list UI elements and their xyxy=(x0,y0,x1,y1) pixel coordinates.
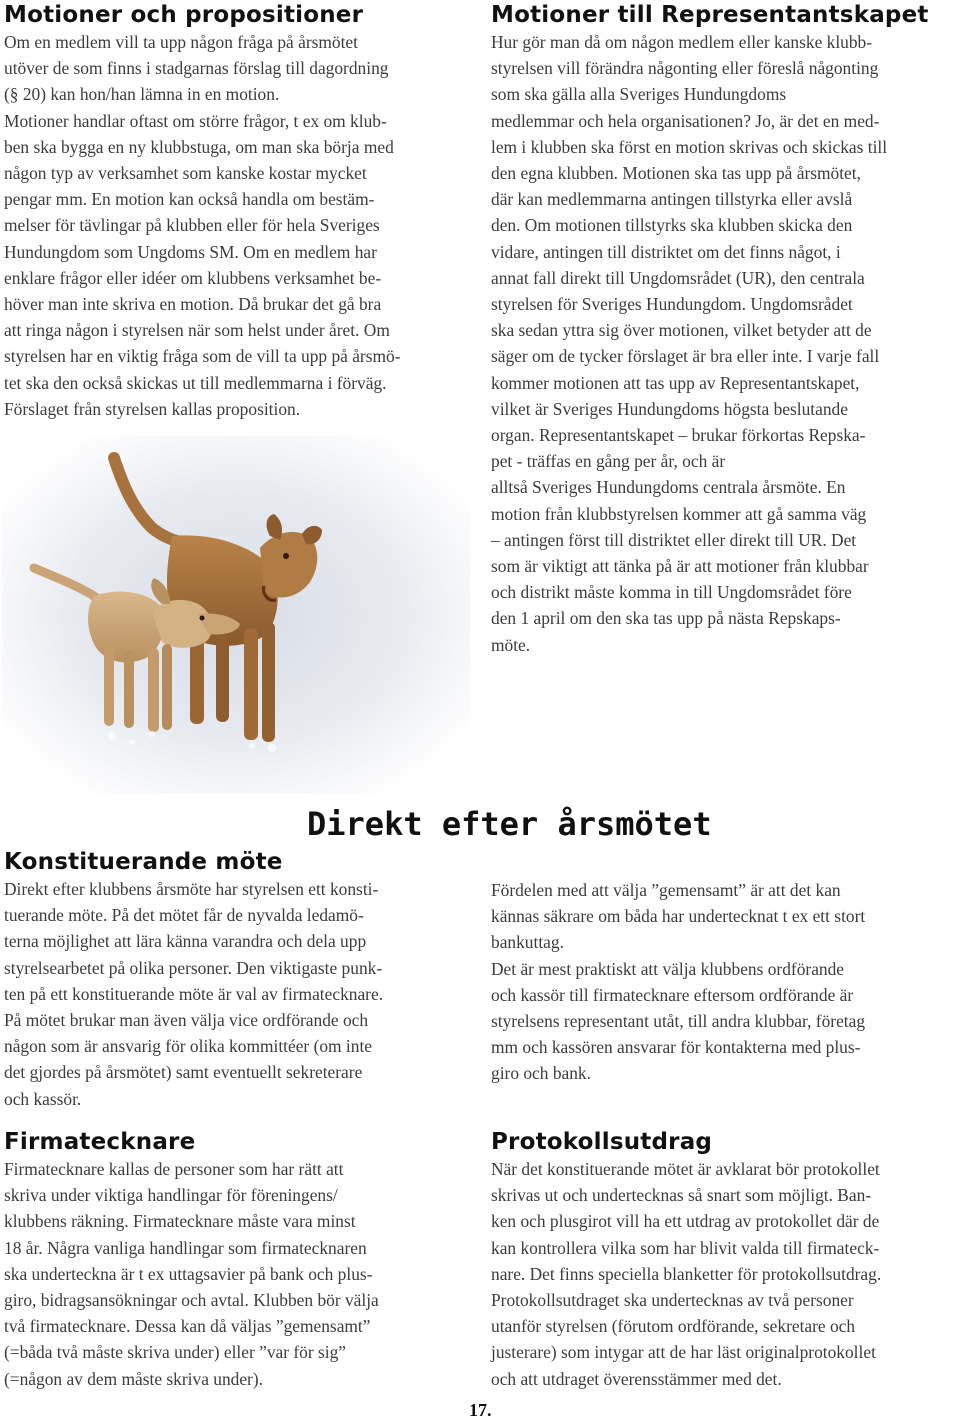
motioner-section xyxy=(4,1,466,422)
fordelen-body: Fördelen med att välja ”gemensamt” är att det kan kännas säkrare om båda har undertecknat t ex ett stort bankuttag. Det är mest praktiskt att välja klubbens ordförande och kassör till firmatecknare eftersom ordförande är styrelsens representant utåt, till andra klubbar, företag mm och kassören ansvarar för kontakterna med plus- giro och bank. xyxy=(491,880,866,1084)
protokollsutdrag-heading: Protokollsutdrag xyxy=(491,1129,713,1155)
firmatecknare-section xyxy=(4,1128,466,1392)
representantskapet-section xyxy=(491,1,953,658)
protokollsutdrag-body: När det konstituerande mötet är avklarat bör protokollet skrivas ut och undertecknas så snart som möjligt. Ban- ken och plusgirot vill ha ett utdrag av protokollet där de kan kontrollera vilka som har blivit valda till firmateck- nare. Det finns speciella blanketter för protokollsutdrag. Protokollsutdraget ska undertecknas av två personer utanför styrelsen (förutom ordförande, sekretare och justerare) som intygar att de har läst originalprotokollet och att utdraget överensstämmer med det. xyxy=(491,1159,882,1389)
protokollsutdrag-section xyxy=(491,1128,953,1392)
section-title: Direkt efter årsmötet xyxy=(307,805,712,843)
representantskapet-heading: Motioner till Representantskapet xyxy=(491,2,929,28)
firmatecknare-body: Firmatecknare kallas de personer som har rätt att skriva under viktiga handlingar för föreningens/ klubbens räkning. Firmatecknare måste vara minst 18 år. Några vanliga handlingar som firmatecknaren ska underteckna är t ex uttagsavier på bank och plus- giro, bidragsansökningar och avtal. Klubben bör välja två firmatecknare. Dessa kan då väljas ”gemensamt” (=båda två måste skriva under) eller ”var för sig” (=någon av dem måste skriva under). xyxy=(4,1159,379,1389)
firmatecknare-heading: Firmatecknare xyxy=(4,1129,196,1155)
konstituerande-section xyxy=(4,848,466,1112)
motioner-body: Om en medlem vill ta upp någon fråga på årsmötet utöver de som finns i stadgarnas förslag till dagordning (§ 20) kan hon/han lämna in en motion. Motioner handlar oftast om större frågor, t ex om klub- ben ska bygga en ny klubbstuga, om man ska börja med någon typ av verksamhet som kanske kostar mycket pengar mm. En motion kan också handla om bestäm- melser för tävlingar på klubben eller för hela Sveriges Hundungdom som Ungdoms SM. Om en medlem har enklare frågor eller idéer om klubbens verksamhet be- höver man inte skriva en motion. Då brukar det gå bra att ringa någon i styrelsen när som helst under året. Om styrelsen har en viktig fråga som de vill ta upp på årsmö- tet ska den också skickas ut till medlemmarna i förväg. Förslaget från styrelsen kallas proposition. xyxy=(4,32,401,419)
konstituerande-heading: Konstituerande möte xyxy=(4,849,283,875)
fordelen-section xyxy=(491,877,953,1087)
dogs-in-snow-photo xyxy=(2,436,470,794)
page-number: 17. xyxy=(469,1400,492,1420)
representantskapet-body: Hur gör man då om någon medlem eller kanske klubb- styrelsen vill förändra någonting eller föreslå någonting som ska gälla alla Sveriges Hundungdoms medlemmar och hela organisationen? Jo, är det en med- lem i klubben ska först en motion skrivas och skickas till den egna klubben. Motionen ska tas upp på årsmötet, där kan medlemmarna antingen tillstyrka eller avslå den. Om motionen tillstyrks ska klubben skicka den vidare, antingen till distriktet om det finns något, i annat fall direkt till Ungdomsrådet (UR), den centrala styrelsen för Sveriges Hundungdom. Ungdomsrådet ska sedan yttra sig över motionen, vilket betyder att de säger om de tycker förslaget är bra eller inte. I varje fall kommer motionen att tas upp av Representantskapet, vilket är Sveriges Hundungdoms högsta beslutande organ. Representantskapet – brukar förkortas Repska- pet - träffas en gång per år, och är alltså Sveriges Hundungdoms centrala årsmöte. En motion från klubbstyrelsen kommer att gå samma väg – antingen först till distriktet eller direkt till UR. Det som är viktigt att tänka på är att motioner från klubbar och distrikt måste komma in till Ungdomsrådet före den 1 april om den ska tas upp på nästa Repskaps- möte. xyxy=(491,32,888,655)
motioner-heading: Motioner och propositioner xyxy=(4,2,364,28)
konstituerande-body: Direkt efter klubbens årsmöte har styrelsen ett konsti- tuerande möte. På det mötet får de nyvalda ledamö- terna möjlighet att lära känna varandra och dela upp styrelsearbetet på olika personer. Den viktigaste punk- ten på ett konstituerande möte är val av firmatecknare. På mötet brukar man även välja vice ordförande och någon som är ansvarig för olika kommittéer (om inte det gjordes på årsmötet) samt eventuellt sekreterare och kassör. xyxy=(4,879,384,1109)
